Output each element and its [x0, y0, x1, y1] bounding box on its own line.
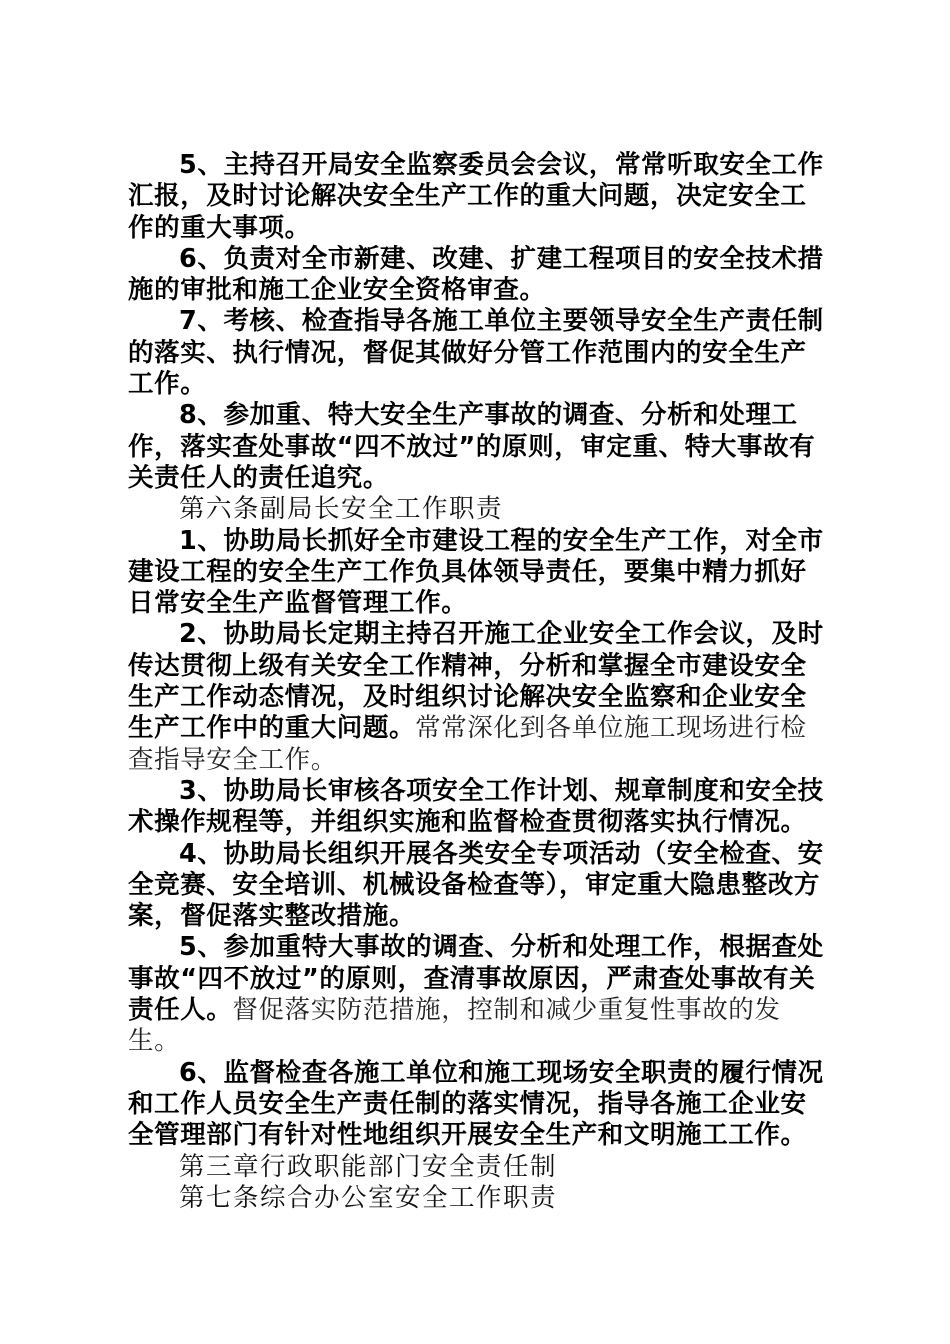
paragraph-deputy-duty-6: 6、监督检查各施工单位和施工现场安全职责的履行情况和工作人员安全生产责任制的落实情况，指导各施工企业安全管理部门有针对性地组织开展安全生产和文明施工工作。 [128, 1057, 824, 1151]
paragraph-deputy-duty-2-tail: 常常深化到各单位施工现场进行检查指导安全工作。 [128, 713, 807, 775]
paragraph-chief-duty-8: 8、参加重、特大安全生产事故的调查、分析和处理工作，落实查处事故“四不放过”的原则，审定重、特大事故有关责任人的责任追究。 [128, 400, 816, 493]
paragraph-deputy-duty-2: 2、协助局长定期主持召开施工企业安全工作会议，及时传达贯彻上级有关安全工作精神，分析和掌握全市建设安全生产工作动态情况，及时组织讨论解决安全监察和企业安全生产工作中的重大问题。常常深化到各单位施工现场进行检查指导安全工作。 [128, 619, 824, 775]
chapter-3-heading: 第三章行政职能部门安全责任制 [179, 1151, 558, 1182]
paragraph-deputy-duty-3: 3、协助局长审核各项安全工作计划、规章制度和安全技术操作规程等，并组织实施和监督检查贯彻落实执行情况。 [128, 775, 824, 838]
paragraph-deputy-duty-1: 1、协助局长抓好全市建设工程的安全生产工作，对全市建设工程的安全生产工作负具体领导责任，要集中精力抓好日常安全生产监督管理工作。 [128, 525, 824, 619]
paragraph-deputy-duty-4: 4、协助局长组织开展各类安全专项活动（安全检查、安全竞赛、安全培训、机械设备检查等），审定重大隐患整改方案，督促落实整改措施。 [128, 838, 824, 932]
paragraph-deputy-duty-5-tail: 督促落实防范措施，控制和减少重复性事故的发生。 [128, 995, 781, 1057]
article-6-heading: 第六条副局长安全工作职责 [179, 494, 504, 525]
paragraph-chief-duty-7: 7、考核、检查指导各施工单位主要领导安全生产责任制的落实、执行情况，督促其做好分管工作范围内的安全生产工作。 [128, 306, 824, 400]
article-7-heading: 第七条综合办公室安全工作职责 [179, 1182, 558, 1213]
paragraph-deputy-duty-5: 5、参加重特大事故的调查、分析和处理工作，根据查处事故“四不放过”的原则，查清事故原因，严肃查处事故有关责任人。督促落实防范措施，控制和减少重复性事故的发生。 [128, 932, 824, 1057]
paragraph-chief-duty-5: 5、主持召开局安全监察委员会会议，常常听取安全工作汇报，及时讨论解决安全生产工作的重大问题，决定安全工作的重大事项。 [128, 150, 824, 243]
document-body [128, 150, 828, 1214]
paragraph-chief-duty-6: 6、负责对全市新建、改建、扩建工程项目的安全技术措施的审批和施工企业安全资格审查。 [128, 243, 824, 306]
